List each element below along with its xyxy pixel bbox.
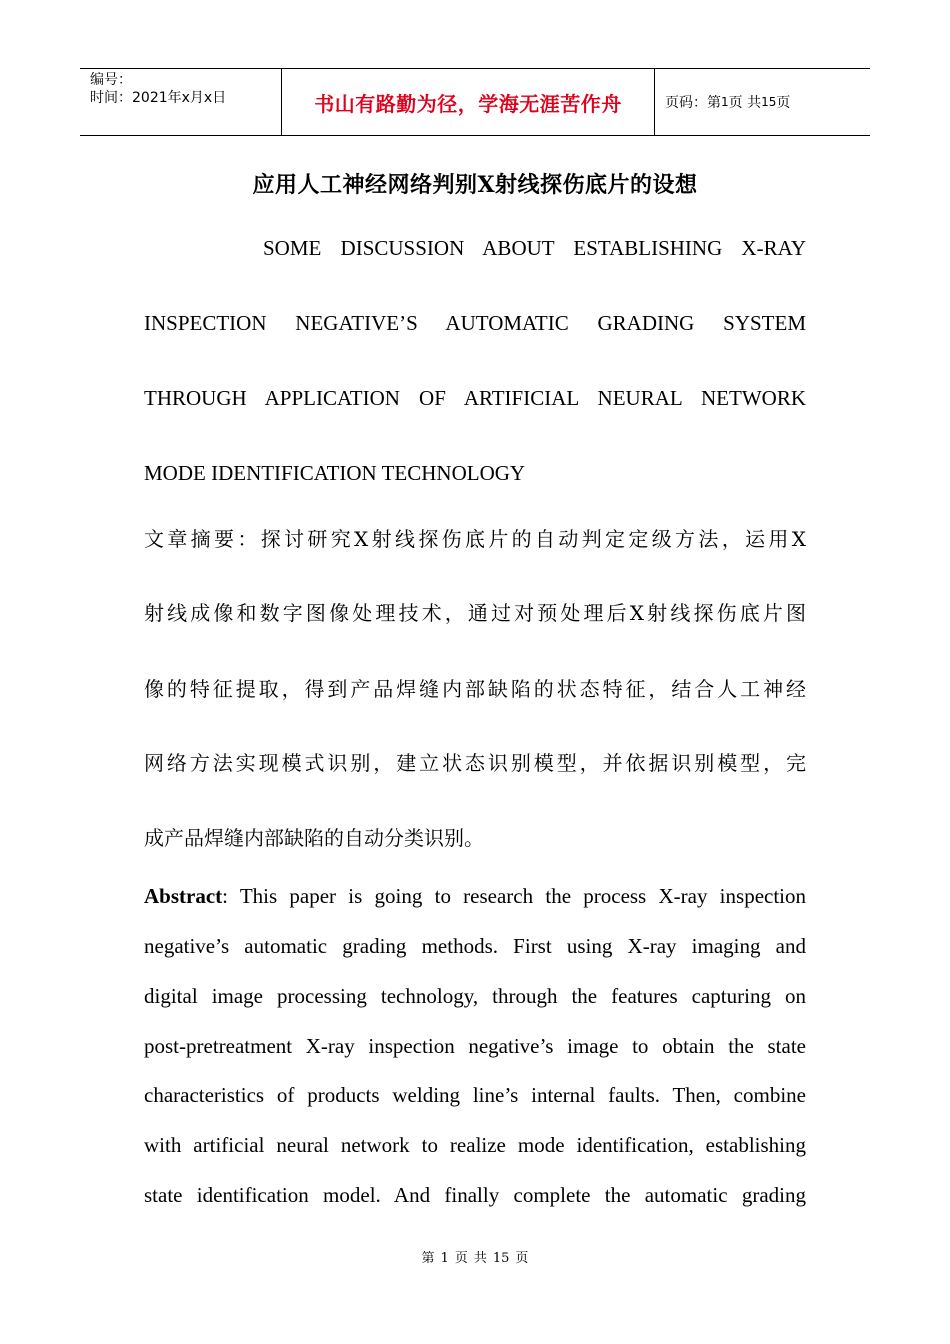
english-title-line: INSPECTION NEGATIVE’S AUTOMATIC GRADING SYSTEM <box>144 311 806 335</box>
abstract-first-line <box>144 884 806 909</box>
chinese-abstract-line: 文章摘要：探讨研究X射线探伤底片的自动判定定级方法，运用X <box>144 527 806 551</box>
page-current: 1 <box>721 95 729 109</box>
english-title-line: THROUGH APPLICATION OF ARTIFICIAL NEURAL NETWORK <box>144 386 806 410</box>
page-header <box>80 68 870 136</box>
abstract-line: digital image processing technology, through the features capturing on <box>144 984 806 1008</box>
page-footer <box>0 1247 950 1266</box>
abstract-first-text: : This paper is going to research the process X-ray inspection <box>222 884 806 908</box>
footer-gong: 共 <box>473 1251 487 1266</box>
abstract-line: with artificial neural network to realize mode identification, establishing <box>144 1133 806 1157</box>
footer-total: 15 <box>492 1251 510 1266</box>
page-prefix: 页码：第 <box>665 95 721 111</box>
page-total: 15 <box>761 95 777 109</box>
footer-current: 1 <box>440 1251 449 1266</box>
footer-di: 第 <box>421 1251 435 1266</box>
header-motto-cell <box>282 69 655 135</box>
header-page-info <box>655 69 870 135</box>
chinese-abstract-line: 网络方法实现模式识别，建立状态识别模型，并依据识别模型，完 <box>144 751 806 775</box>
page-suffix: 页 <box>776 95 791 111</box>
page-mid: 页 共 <box>728 95 762 111</box>
abstract-label: Abstract <box>144 884 223 908</box>
chinese-abstract-line: 射线成像和数字图像处理技术，通过对预处理后X射线探伤底片图 <box>144 601 806 625</box>
abstract-line: negative’s automatic grading methods. First using X-ray imaging and <box>144 934 806 958</box>
english-title-line: SOME DISCUSSION ABOUT ESTABLISHING X-RAY <box>263 236 806 260</box>
abstract-line: characteristics of products welding line’s internal faults. Then, combine <box>144 1083 806 1107</box>
abstract-line: post-pretreatment X-ray inspection negative’s image to obtain the state <box>144 1034 806 1058</box>
date-label: 时间：2021年x月x日 <box>90 90 227 106</box>
header-meta <box>80 69 282 135</box>
chinese-abstract-line: 像的特征提取，得到产品焊缝内部缺陷的状态特征，结合人工神经 <box>144 677 806 701</box>
abstract-line: state identification model. And finally complete the automatic grading <box>144 1183 806 1207</box>
number-label: 编号： <box>90 72 132 88</box>
document-title: 应用人工神经网络判别X射线探伤底片的设想 <box>252 172 698 198</box>
footer-ye-end: 页 <box>515 1251 529 1266</box>
english-title-line: MODE IDENTIFICATION TECHNOLOGY <box>144 461 526 485</box>
header-motto: 书山有路勤为径，学海无涯苦作舟 <box>314 91 622 116</box>
footer-ye: 页 <box>454 1251 468 1266</box>
chinese-abstract-line: 成产品焊缝内部缺陷的自动分类识别。 <box>144 826 484 850</box>
